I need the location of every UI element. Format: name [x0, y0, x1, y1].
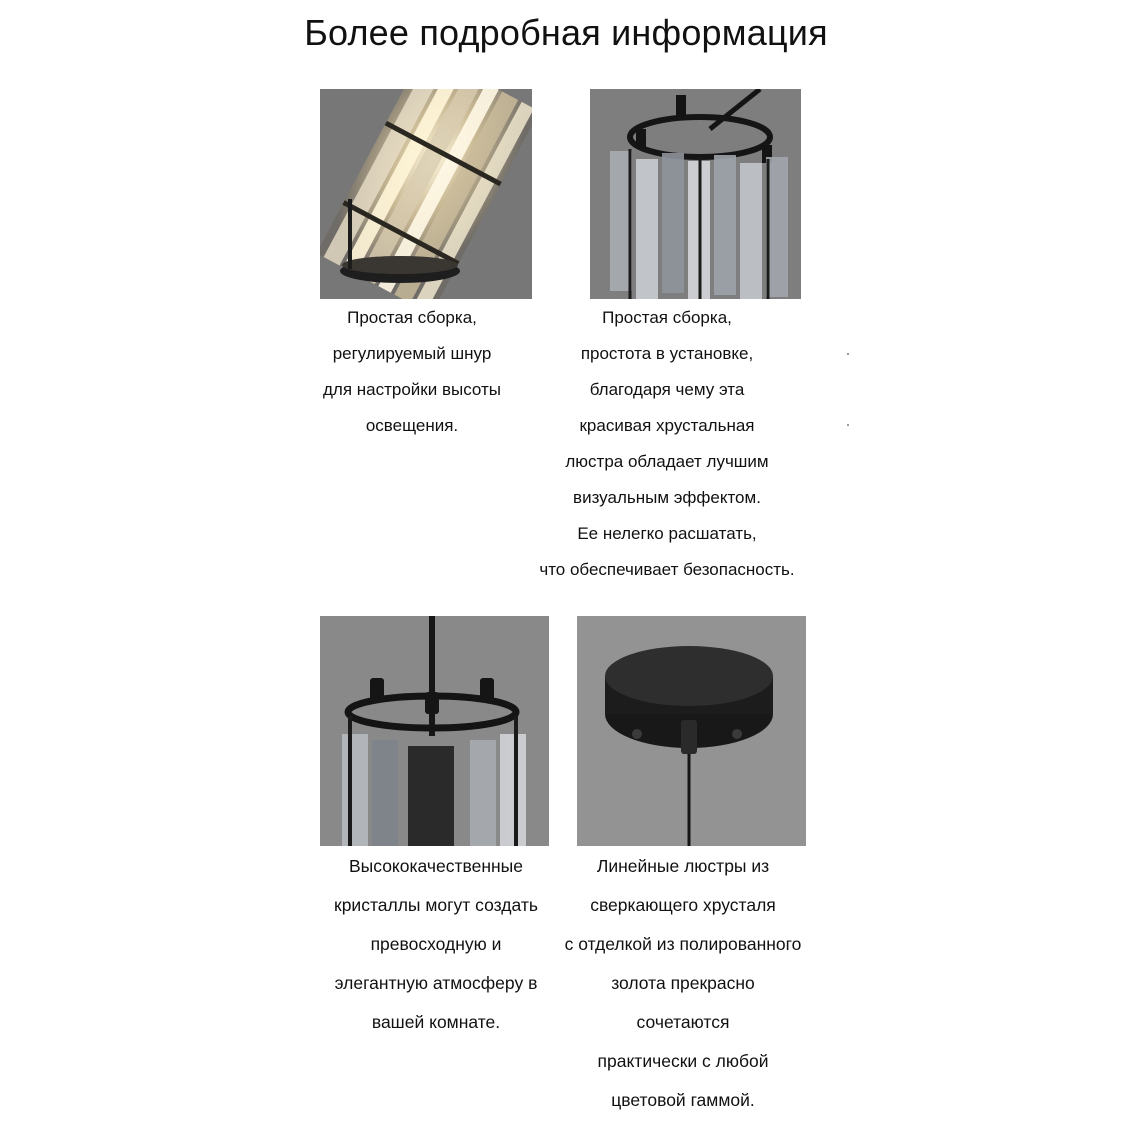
ceiling-canopy-photo	[577, 616, 806, 846]
caption-line: Простая сборка,	[602, 308, 732, 327]
caption-line: сверкающего хрусталя	[590, 895, 776, 915]
caption-line: для настройки высоты	[323, 380, 501, 399]
caption-line: сочетаются	[636, 1012, 730, 1032]
caption-line: цветовой гаммой.	[611, 1090, 755, 1110]
caption-line: регулируемый шнур	[332, 344, 492, 363]
caption-line: Высококачественные	[349, 856, 523, 876]
caption-line: благодаря чему эта	[589, 380, 745, 399]
caption-line: красивая хрустальная	[579, 416, 755, 435]
caption-simple-assembly-cord	[312, 300, 512, 444]
caption-line: вашей комнате.	[371, 1012, 501, 1032]
chandelier-crystals-cage-photo	[590, 89, 801, 299]
caption-line: с отделкой из полированного	[564, 934, 802, 954]
caption-line: люстра обладает лучшим	[565, 452, 769, 471]
caption-linear-chandeliers	[543, 847, 823, 1120]
caption-line: кристаллы могут создать	[334, 895, 538, 915]
caption-high-quality-crystals	[316, 847, 556, 1042]
caption-line: золота прекрасно	[611, 973, 755, 993]
caption-line: элегантную атмосферу в	[334, 973, 538, 993]
caption-line: что обеспечивает безопасность.	[539, 560, 795, 579]
caption-line: освещения.	[365, 416, 459, 435]
caption-simple-assembly-installation	[527, 300, 807, 588]
artifact-dot	[847, 424, 849, 426]
chandelier-frame-closeup-photo	[320, 616, 549, 846]
caption-line: практически с любой	[597, 1051, 769, 1071]
page-title: Более подробная информация	[304, 12, 828, 53]
caption-line: простота в установке,	[580, 344, 754, 363]
caption-line: Линейные люстры из	[596, 856, 770, 876]
chandelier-lit-crystals-photo	[320, 89, 532, 299]
caption-line: визуальным эффектом.	[573, 488, 761, 507]
caption-line: Простая сборка,	[347, 308, 477, 327]
artifact-dot	[847, 353, 849, 355]
caption-line: превосходную и	[370, 934, 502, 954]
caption-line: Ее нелегко расшатать,	[577, 524, 757, 543]
